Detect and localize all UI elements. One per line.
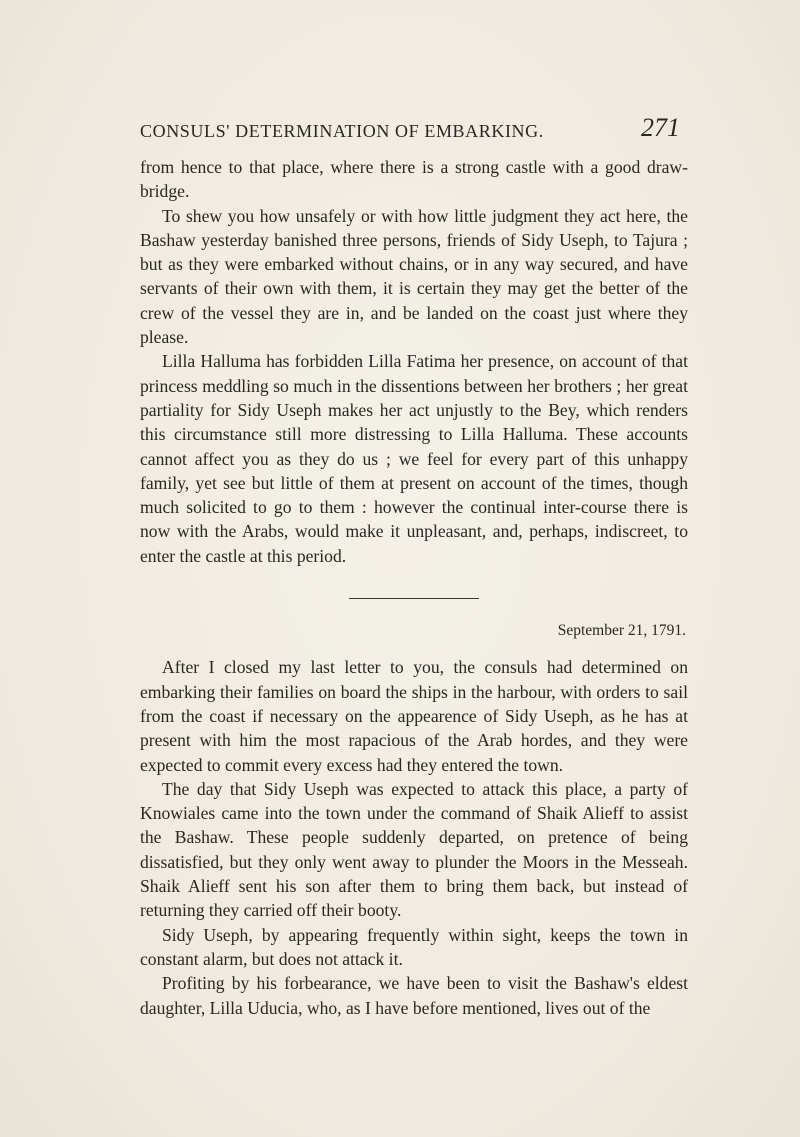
paragraph: Sidy Useph, by appearing frequently within sight, keeps the town in constant alarm, but does not attack it. — [140, 924, 688, 969]
body-text — [140, 155, 688, 1020]
paragraph: After I closed my last letter to you, the consuls had determined on embarking their families on board the ships in the harbour, with orders to sail from the coast if necessary on the appearence of Sidy Useph, as he has at present with him the most rapacious of the Arab hordes, and they were expected to commit every excess had they entered the town. — [140, 657, 688, 775]
page-header — [140, 113, 680, 147]
paragraph: The day that Sidy Useph was expected to attack this place, a party of Knowiales came into the town under the command of Shaik Alieff to assist the Bashaw. These people suddenly departed, on pretence of being dissatisfied, but they only went away to plunder the Moors in the Messeah. Shaik Alieff sent his son after them to bring them back, but instead of returning they carried off their booty. — [140, 778, 688, 921]
paragraph: To shew you how unsafely or with how little judgment they act here, the Bashaw yesterday banished three persons, friends of Sidy Useph, to Tajura ; but as they were embarked without chains, or in any way secured, and have servants of their own with them, it is certain they may get the better of the crew of the vessel they are in, and be landed on the coast just where they please. — [140, 205, 688, 348]
paragraph: Lilla Halluma has forbidden Lilla Fatima her presence, on account of that princess meddling so much in the dissentions between her brothers ; her great partiality for Sidy Useph makes her act unjustly to the Bey, which renders this circumstance still more distressing to Lilla Halluma. These accounts cannot affect you as they do us ; we feel for every part of this unhappy family, yet see but little of them at present on account of the times, though much solicited to go to them : however the continual inter-course there is now with the Arabs, would make it unpleasant, and, perhaps, indiscreet, to enter the castle at this period. — [140, 351, 688, 566]
letter-date: September 21, 1791. — [557, 622, 686, 640]
page-number: 271 — [641, 113, 680, 142]
running-head: CONSULS' DETERMINATION OF EMBARKING. — [140, 121, 544, 141]
paragraph: Profiting by his forbearance, we have been to visit the Bashaw's eldest daughter, Lilla Uducia, who, as I have before mentioned, lives out of the — [140, 973, 688, 1018]
paragraph: from hence to that place, where there is a strong castle with a good draw-bridge. — [140, 157, 688, 202]
section-separator — [349, 598, 479, 599]
